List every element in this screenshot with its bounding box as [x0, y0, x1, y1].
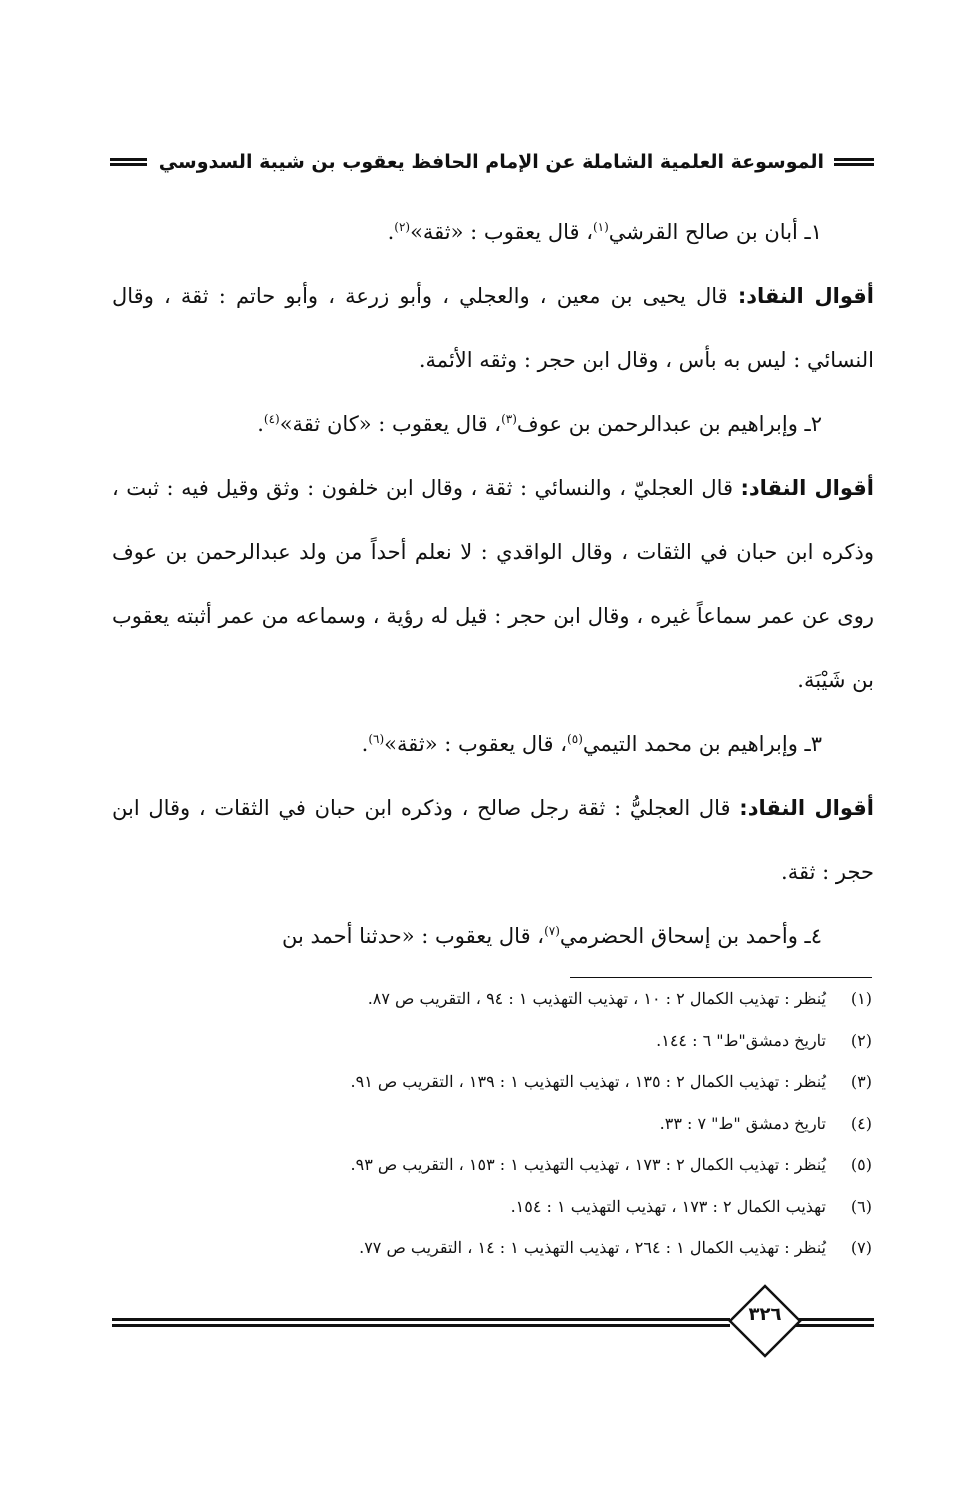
footnote-ref: (٤) [263, 412, 280, 426]
paragraph-text: ، قال يعقوب : «ثقة» [384, 732, 568, 756]
paragraph-text: قال يحيى بن معين ، والعجلي ، وأبو زرعة ، وأبو حاتم : ثقة ، وقال النسائي : ليس به بأس ، وقال ابن حجر : وثقه الأئمة. [112, 284, 874, 372]
footnote-ref: (٦) [368, 732, 385, 746]
paragraph-text: . [361, 732, 369, 756]
paragraph-text: ١ـ أبان بن صالح القرشي [608, 220, 822, 244]
footnote-text: تهذيب الكمال ٢ : ١٧٣ ، تهذيب التهذيب ١ : ١٥٤. [510, 1196, 826, 1216]
footnote-text: يُنظر : تهذيب الكمال ٢ : ١٣٥ ، تهذيب التهذيب ١ : ١٣٩ ، التقريب ص ٩١. [350, 1072, 826, 1091]
footnote-text: يُنظر : تهذيب الكمال ٢ : ١٠ ، تهذيب التهذيب ١ : ٩٤ ، التقريب ص ٨٧. [367, 989, 826, 1008]
running-header-title: الموسوعة العلمية الشاملة عن الإمام الحافظ يعقوب بن شيبة السدوسي [158, 151, 824, 173]
footnote-text: يُنظر : تهذيب الكمال ٢ : ١٧٣ ، تهذيب التهذيب ١ : ١٥٣ ، التقريب ص ٩٣. [350, 1155, 826, 1174]
footnote-text: يُنظر : تهذيب الكمال ١ : ٢٦٤ ، تهذيب التهذيب ١ : ١٤ ، التقريب ص ٧٧. [359, 1238, 826, 1257]
paragraph-text: . [257, 412, 264, 436]
paragraph-text: . [387, 220, 395, 244]
footnote [200, 1020, 872, 1062]
critics-label: أقوال النقاد: [740, 476, 874, 500]
critics-label: أقوال النقاد: [739, 796, 874, 820]
header-rule-short [834, 158, 874, 166]
footnote-text: تاريخ دمشق"ط" ٦ : ١٤٤. [656, 1030, 826, 1050]
paragraph-text: ، قال يعقوب : «حدثنا أحمد بن [282, 924, 545, 948]
main-text [112, 200, 874, 968]
paragraph [112, 904, 874, 968]
footnotes [200, 978, 872, 1269]
paragraph [112, 712, 874, 776]
footnote [200, 1186, 872, 1228]
footnote-number: (٣) [850, 1072, 872, 1091]
footnote-number: (٧) [850, 1238, 872, 1257]
footnote [200, 1144, 872, 1186]
footnote-ref: (١) [592, 220, 609, 234]
footnote-number: (٦) [850, 1196, 872, 1216]
paragraph [112, 264, 874, 392]
paragraph [112, 392, 874, 456]
footnote-ref: (٢) [394, 220, 411, 234]
footnote-number: (٤) [850, 1113, 872, 1133]
footnote-number: (١) [850, 989, 872, 1008]
paragraph-text: ، قال يعقوب : «ثقة» [410, 220, 593, 244]
paragraph-text: ٢ـ وإبراهيم بن عبدالرحمن بن عوف [516, 412, 822, 436]
footnote [200, 1061, 872, 1103]
footnote-text: تاريخ دمشق "ط" ٧ : ٣٣. [659, 1113, 826, 1133]
footnote-ref: (٣) [501, 412, 517, 426]
critics-label: أقوال النقاد: [737, 284, 874, 308]
footer-rule-right [794, 1318, 874, 1327]
footnote-number: (٢) [850, 1030, 872, 1050]
paragraph-text: ، قال يعقوب : «كان ثقة» [279, 412, 502, 436]
paragraph [112, 776, 874, 904]
paragraph-text: قال العجليّ ، والنسائي : ثقة ، وقال ابن خلفون : وثق وقيل فيه : ثبت ، وذكره ابن حبان في الثقات ، وقال الواقدي : لا نعلم أحداً من ولد عبدالرحمن بن عوف روى عن عمر سماعاً غيره ، وقال ابن حجر : قيل له رؤية ، وسماعه من عمر أثبته يعقوب بن شَيْبَة. [112, 476, 874, 692]
paragraph-text: ٣ـ وإبراهيم بن محمد التيمي [582, 732, 822, 756]
paragraph [112, 456, 874, 712]
footnote [200, 1103, 872, 1145]
footnote-ref: (٧) [544, 924, 560, 938]
paragraph-text: قال العجليُّ : ثقة رجل صالح ، وذكره ابن حبان في الثقات ، وقال ابن حجر : ثقة. [112, 796, 874, 884]
running-header [110, 142, 874, 182]
footnote [200, 978, 872, 1020]
paragraph [112, 200, 874, 264]
footer-rule-left [112, 1318, 730, 1327]
footnote-ref: (٥) [567, 732, 583, 746]
page-number: ٣٢٦ [748, 1304, 782, 1325]
footnote-number: (٥) [850, 1155, 872, 1174]
header-rule-long [110, 158, 147, 166]
paragraph-text: ٤ـ وأحمد بن إسحاق الحضرمي [559, 924, 822, 948]
footnote [200, 1227, 872, 1269]
